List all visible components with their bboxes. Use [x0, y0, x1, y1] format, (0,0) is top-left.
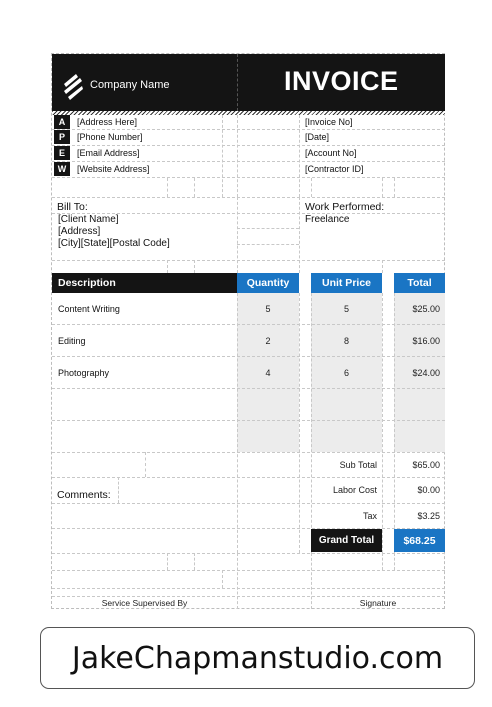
comments-label: Comments: [57, 489, 111, 501]
contractor-id-field: [Contractor ID] [305, 164, 364, 174]
item-description: Photography [58, 368, 110, 378]
grid-line [52, 356, 445, 357]
grid-line [52, 503, 445, 504]
email-field: [Email Address] [77, 148, 140, 158]
grid-line [237, 293, 238, 553]
header-gap [299, 273, 311, 293]
website-badge: W [54, 162, 70, 176]
grid-line [299, 293, 300, 553]
grid-line [52, 528, 445, 529]
grid-line [222, 115, 223, 197]
item-total: $25.00 [412, 304, 440, 314]
grid-line [194, 260, 195, 273]
invoice-title: INVOICE [284, 66, 399, 96]
email-badge: E [54, 146, 70, 160]
grid-line [237, 553, 238, 609]
grid-line [118, 477, 119, 503]
header-divider [237, 54, 238, 111]
grid-line [382, 293, 383, 553]
grand-total-value: $68.25 [394, 529, 445, 552]
grid-line [52, 570, 445, 571]
grid-line [237, 115, 238, 197]
item-unit-price: 8 [343, 336, 349, 346]
grid-line [52, 588, 445, 589]
grid-line [382, 260, 383, 273]
grid-line [52, 213, 445, 214]
bill-to-heading: Bill To: [57, 201, 88, 213]
website-field: [Website Address] [77, 164, 150, 174]
item-quantity: 2 [265, 336, 271, 346]
grid-line [222, 570, 223, 588]
grid-line [167, 178, 168, 197]
grid-line [382, 178, 383, 197]
subtotal-value: $65.00 [412, 460, 440, 470]
grid-line [194, 553, 195, 570]
address-field: [Address Here] [77, 117, 138, 127]
grid-line [194, 178, 195, 197]
grid-line [299, 115, 300, 197]
grid-line [52, 420, 445, 421]
grid-line [394, 553, 395, 570]
invoice-number-field: [Invoice No] [305, 117, 353, 127]
service-supervised-label: Service Supervised By [101, 598, 188, 608]
grid-line [52, 145, 445, 146]
work-performed-value: Freelance [305, 214, 350, 225]
grid-line [237, 244, 299, 245]
grid-line [52, 324, 445, 325]
item-total: $24.00 [412, 368, 440, 378]
grid-line [52, 260, 445, 261]
grid-line [52, 477, 445, 478]
grid-line [52, 129, 445, 130]
description-column-header: Description [52, 273, 237, 293]
item-quantity: 4 [265, 368, 271, 378]
header-hatch-strip [52, 111, 445, 115]
phone-badge: P [54, 130, 70, 144]
grid-line [311, 178, 312, 197]
client-name-field: [Client Name] [58, 214, 119, 225]
client-city-field: [City][State][Postal Code] [58, 238, 170, 249]
grid-line [167, 553, 168, 570]
company-name: Company Name [90, 79, 170, 91]
labor-cost-label: Labor Cost [332, 485, 377, 495]
tax-label: Tax [362, 511, 377, 521]
signature-label: Signature [359, 598, 397, 608]
grid-line [299, 197, 300, 273]
item-description: Editing [58, 336, 86, 346]
address-badge: A [54, 115, 70, 129]
grid-line [167, 260, 168, 273]
grid-line [237, 228, 299, 229]
grid-line [52, 452, 445, 453]
grid-line [52, 388, 445, 389]
grid-line [52, 197, 445, 198]
grid-line [394, 178, 395, 197]
date-field: [Date] [305, 132, 330, 142]
grid-line [52, 161, 445, 162]
item-description: Content Writing [58, 304, 120, 314]
item-unit-price: 6 [343, 368, 349, 378]
grid-line [52, 553, 445, 554]
labor-cost-value: $0.00 [417, 485, 440, 495]
item-quantity: 5 [265, 304, 271, 314]
phone-field: [Phone Number] [77, 132, 143, 142]
tax-value: $3.25 [417, 511, 440, 521]
grid-line [382, 553, 383, 570]
account-number-field: [Account No] [305, 148, 357, 158]
total-column-header: Total [394, 273, 445, 293]
company-logo-icon [62, 72, 84, 100]
item-total: $16.00 [412, 336, 440, 346]
grand-total-label: Grand Total [311, 529, 382, 552]
unit-price-column-header: Unit Price [311, 273, 382, 293]
grid-line [52, 596, 445, 597]
header-gap [382, 273, 394, 293]
client-address-field: [Address] [58, 226, 101, 237]
quantity-column-header: Quantity [237, 273, 299, 293]
grid-line [52, 177, 445, 178]
footer-brand-text: JakeChapmanstudio.com [71, 640, 444, 676]
subtotal-label: Sub Total [339, 460, 377, 470]
work-performed-heading: Work Performed: [305, 201, 385, 213]
item-unit-price: 5 [343, 304, 349, 314]
grid-line [145, 452, 146, 477]
grid-line [237, 197, 238, 273]
